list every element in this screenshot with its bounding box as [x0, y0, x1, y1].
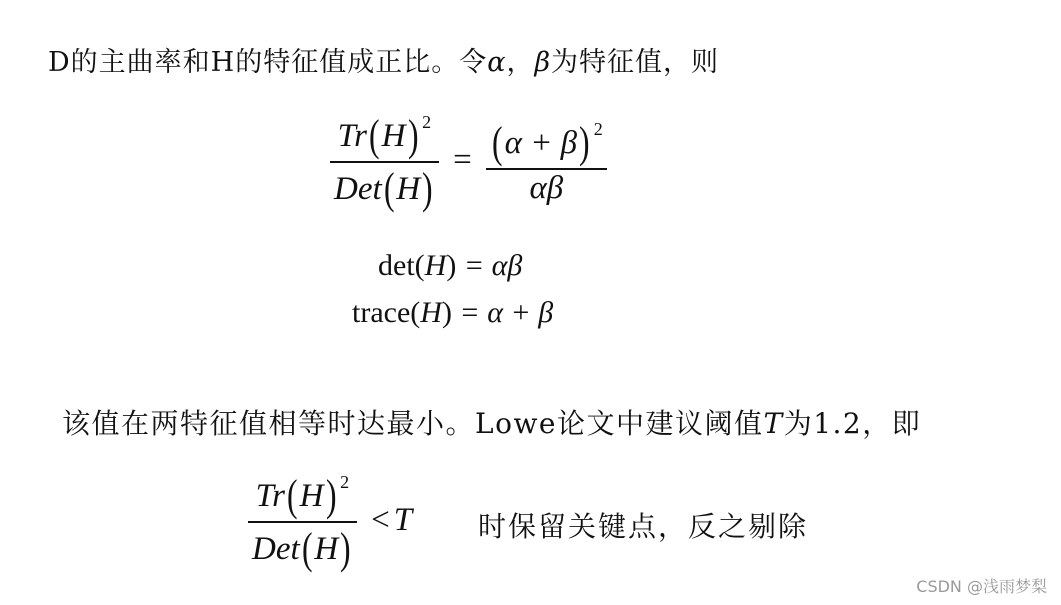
keep-keypoint-text: 时保留关键点，反之剔除	[478, 510, 809, 543]
intro-line	[48, 40, 719, 79]
rhs-numerator: (α + β) $^2$	[491, 118, 603, 167]
t-symbol: T	[763, 407, 784, 440]
trace-rhs: = α + β	[459, 296, 554, 329]
comma: ，	[506, 47, 535, 78]
h-var: H	[299, 478, 324, 514]
det-label: Det	[334, 171, 382, 207]
h-var: H	[381, 118, 406, 154]
lhs-fraction	[330, 110, 439, 214]
lhs-denominator: Det(H)	[334, 164, 433, 213]
h-var: H	[314, 531, 339, 567]
exponent: 2	[422, 112, 432, 132]
rhs-denominator: αβ	[529, 170, 564, 206]
alpha-symbol: α	[487, 47, 507, 78]
watermark: CSDN @浅雨梦梨	[916, 577, 1047, 596]
sum-expr: α + β	[504, 125, 578, 161]
less-than-sign: <	[371, 501, 390, 538]
h-var: H	[420, 296, 442, 329]
threshold-line	[62, 402, 921, 442]
tr-label: Tr	[255, 478, 286, 514]
trace-equation: trace(H) = α + β	[352, 296, 554, 329]
exponent: 2	[340, 472, 350, 492]
threshold-suffix: 为1.2，即	[783, 407, 922, 440]
threshold-text: 该值在两特征值相等时达最小。Lowe论文中建议阈值	[62, 407, 764, 440]
ratio-equation	[330, 110, 607, 214]
beta-symbol: β	[534, 47, 552, 78]
condition-denominator: Det(H)	[252, 524, 351, 573]
t-symbol: T	[393, 501, 413, 538]
trace-fn: trace	[352, 296, 411, 329]
condition-numerator: Tr(H) $^2$	[255, 471, 350, 520]
exponent: 2	[593, 119, 603, 139]
condition-equation	[248, 470, 412, 574]
intro-suffix: 为特征值，则	[551, 47, 720, 78]
lhs-numerator: Tr(H) $^2$	[337, 111, 432, 160]
det-label: Det	[252, 531, 300, 567]
h-var: H	[396, 171, 421, 207]
rhs-fraction	[486, 117, 607, 207]
tr-label: Tr	[337, 118, 368, 154]
det-equation: det(H) = αβ	[378, 249, 523, 282]
det-rhs: = αβ	[463, 249, 523, 282]
condition-fraction	[248, 470, 357, 574]
det-fn: det	[378, 249, 415, 282]
intro-text: D的主曲率和H的特征值成正比。令	[48, 47, 488, 78]
h-var: H	[424, 249, 447, 282]
equals-sign: =	[453, 141, 472, 178]
